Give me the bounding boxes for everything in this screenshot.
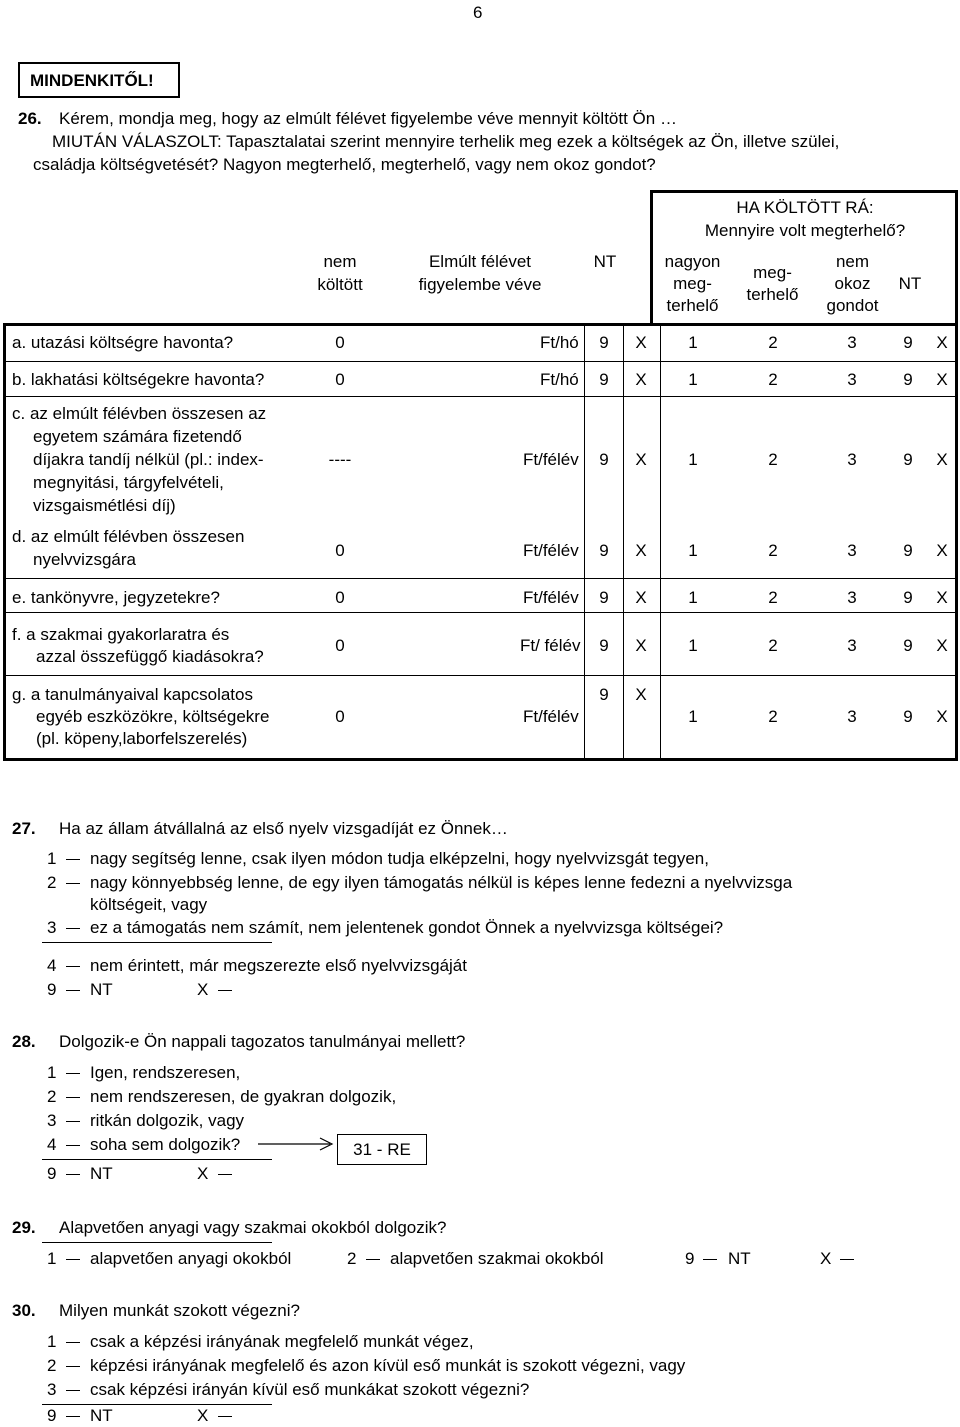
code-x[interactable]: X xyxy=(635,636,647,655)
code-9b[interactable]: 9 xyxy=(903,333,913,352)
code-1[interactable]: 1 xyxy=(688,333,698,352)
header-nem-koltott-1: nem xyxy=(323,252,357,271)
value-zero: 0 xyxy=(335,370,345,389)
q28-code-x[interactable]: X xyxy=(197,1164,209,1183)
row-label-line2: azzal összefüggő kiadásokra? xyxy=(36,647,264,666)
unit: Ft/félév xyxy=(523,588,579,607)
dash xyxy=(66,928,80,929)
q27-option-2: nagy könnyebbség lenne, de egy ilyen támogatás nélkül is képes lenne fedezni a nyelvvizsga xyxy=(90,873,793,892)
unit: Ft/hó xyxy=(540,370,579,389)
dash xyxy=(66,990,80,991)
code-2[interactable]: 2 xyxy=(768,370,778,389)
code-9[interactable]: 9 xyxy=(599,333,609,352)
q28-code-1[interactable]: 1 xyxy=(47,1063,57,1082)
header-nagyon-2: meg- xyxy=(673,274,712,293)
dash xyxy=(66,1366,80,1367)
header-nemokoz-1: nem xyxy=(835,252,870,271)
code-2[interactable]: 2 xyxy=(768,333,778,352)
q28-option-1: Igen, rendszeresen, xyxy=(90,1063,241,1082)
header-elmult-1: Elmúlt félévet xyxy=(428,252,532,271)
q28-code-2[interactable]: 2 xyxy=(47,1087,57,1106)
code-9b[interactable]: 9 xyxy=(903,541,913,560)
header-nem-koltott-2: költött xyxy=(317,275,363,294)
code-2[interactable]: 2 xyxy=(768,588,778,607)
row-label-line3: (pl. köpeny,laborfelszerelés) xyxy=(36,729,248,748)
q29-text: Alapvetően anyagi vagy szakmai okokból dolgozik? xyxy=(59,1218,447,1237)
code-3[interactable]: 3 xyxy=(847,636,857,655)
code-2[interactable]: 2 xyxy=(768,541,778,560)
code-x[interactable]: X xyxy=(635,685,647,704)
q29-code-x[interactable]: X xyxy=(820,1249,832,1268)
unit: Ft/félév xyxy=(523,541,579,560)
row-label-line2: nyelvvizsgára xyxy=(33,550,136,569)
code-xb[interactable]: X xyxy=(936,541,948,560)
q27-code-2[interactable]: 2 xyxy=(47,873,57,892)
q28-number: 28. xyxy=(12,1032,36,1051)
q30-option-3: csak képzési irányán kívül eső munkákat szokott végezni? xyxy=(90,1380,530,1399)
q30-code-1[interactable]: 1 xyxy=(47,1332,57,1351)
code-9[interactable]: 9 xyxy=(599,370,609,389)
code-9[interactable]: 9 xyxy=(599,685,609,704)
code-9[interactable]: 9 xyxy=(599,541,609,560)
q29-code-2[interactable]: 2 xyxy=(347,1249,357,1268)
q30-code-2[interactable]: 2 xyxy=(47,1356,57,1375)
dash xyxy=(66,1390,80,1391)
code-1[interactable]: 1 xyxy=(688,370,698,389)
dash xyxy=(66,1174,80,1175)
q28-text: Dolgozik-e Ön nappali tagozatos tanulmányai mellett? xyxy=(59,1032,466,1051)
q30-code-3[interactable]: 3 xyxy=(47,1380,57,1399)
value-zero: 0 xyxy=(335,588,345,607)
code-9[interactable]: 9 xyxy=(599,450,609,469)
unit: Ft/hó xyxy=(540,333,579,352)
code-3[interactable]: 3 xyxy=(847,333,857,352)
row-label: a. utazási költségre havonta? xyxy=(12,333,234,352)
dash xyxy=(66,1073,80,1074)
q28-option-nt: NT xyxy=(90,1164,113,1183)
value-zero: 0 xyxy=(335,333,345,352)
header-ha-koltott-2: Mennyire volt megterhelő? xyxy=(704,221,906,240)
code-xb[interactable]: X xyxy=(936,333,948,352)
dash xyxy=(66,1259,80,1260)
code-xb[interactable]: X xyxy=(936,636,948,655)
value-zero: 0 xyxy=(335,636,345,655)
code-3[interactable]: 3 xyxy=(847,370,857,389)
page-number: 6 xyxy=(473,3,483,22)
row-label-line3: díjakra tandíj nélkül (pl.: index- xyxy=(33,450,264,469)
q27-option-4: nem érintett, már megszerezte első nyelvvizsgáját xyxy=(90,956,467,975)
q28-option-3: ritkán dolgozik, vagy xyxy=(90,1111,245,1130)
q27-option-nt: NT xyxy=(90,980,113,999)
value-zero: 0 xyxy=(335,541,345,560)
unit: Ft/félév xyxy=(523,450,579,469)
q27-option-1: nagy segítség lenne, csak ilyen módon tudja elképzelni, hogy nyelvvizsgát tegyen, xyxy=(90,849,709,868)
q29-option-1: alapvetően anyagi okokból xyxy=(90,1249,292,1268)
dash xyxy=(66,1097,80,1098)
code-x[interactable]: X xyxy=(635,450,647,469)
q30-code-x[interactable]: X xyxy=(197,1406,209,1425)
separator-line xyxy=(42,1404,272,1405)
arrow-right-icon xyxy=(258,1135,338,1155)
code-x[interactable]: X xyxy=(635,541,647,560)
q26-line3: családja költségvetését? Nagyon megterhelő, megterhelő, vagy nem okoz gondot? xyxy=(33,155,656,174)
q30-option-1: csak a képzési irányának megfelelő munkát végez, xyxy=(90,1332,474,1351)
dash xyxy=(366,1259,380,1260)
dash xyxy=(66,859,80,860)
code-xb[interactable]: X xyxy=(936,450,948,469)
q29-number: 29. xyxy=(12,1218,36,1237)
q30-code-9[interactable]: 9 xyxy=(47,1406,57,1425)
q27-code-1[interactable]: 1 xyxy=(47,849,57,868)
row-label-line5: vizsgaismétlési díj) xyxy=(33,496,176,515)
code-9b[interactable]: 9 xyxy=(903,636,913,655)
row-label-line2: egyéb eszközökre, költségekre xyxy=(36,707,270,726)
code-x[interactable]: X xyxy=(635,370,647,389)
q27-code-9[interactable]: 9 xyxy=(47,980,57,999)
dash xyxy=(218,1174,232,1175)
value-dash: ---- xyxy=(328,450,352,469)
q29-option-nt: NT xyxy=(728,1249,751,1268)
q29-option-2: alapvetően szakmai okokból xyxy=(390,1249,604,1268)
q27-option-2-cont: költségeit, vagy xyxy=(90,895,208,914)
separator-line xyxy=(42,1242,272,1243)
q26-number: 26. xyxy=(18,109,42,128)
code-1[interactable]: 1 xyxy=(688,450,698,469)
separator-line xyxy=(42,942,272,943)
q27-number: 27. xyxy=(12,819,36,838)
header-nemokoz-3: gondot xyxy=(826,296,879,315)
header-meg-1: meg- xyxy=(753,263,792,282)
q28-code-4[interactable]: 4 xyxy=(47,1135,57,1154)
code-xb[interactable]: X xyxy=(936,370,948,389)
code-9[interactable]: 9 xyxy=(599,636,609,655)
row-label-line1: c. az elmúlt félévben összesen az xyxy=(12,404,267,423)
unit: Ft/félév xyxy=(523,707,579,726)
q29-code-1[interactable]: 1 xyxy=(47,1249,57,1268)
header-nemokoz-2: okoz xyxy=(834,274,871,293)
q28-option-2: nem rendszeresen, de gyakran dolgozik, xyxy=(90,1087,397,1106)
code-1[interactable]: 1 xyxy=(688,707,698,726)
q30-option-nt: NT xyxy=(90,1406,113,1425)
q30-option-2: képzési irányának megfelelő és azon kívül eső munkát is szokott végezni, vagy xyxy=(90,1356,686,1375)
q27-code-3[interactable]: 3 xyxy=(47,918,57,937)
code-9b[interactable]: 9 xyxy=(903,450,913,469)
row-label-line2: egyetem számára fizetendő xyxy=(33,427,242,446)
row-label-line1: g. a tanulmányaival kapcsolatos xyxy=(12,685,253,704)
q30-text: Milyen munkát szokott végezni? xyxy=(59,1301,300,1320)
code-xb[interactable]: X xyxy=(936,707,948,726)
code-1[interactable]: 1 xyxy=(688,588,698,607)
code-9b[interactable]: 9 xyxy=(903,588,913,607)
q26-line2: MIUTÁN VÁLASZOLT: Tapasztalatai szerint mennyire terhelik meg ezek a költségek az Ön, illetve szülei, xyxy=(52,132,840,151)
q28-code-9[interactable]: 9 xyxy=(47,1164,57,1183)
q26-line1: Kérem, mondja meg, hogy az elmúlt félévet figyelembe véve mennyit költött Ön … xyxy=(59,109,677,128)
q28-code-3[interactable]: 3 xyxy=(47,1111,57,1130)
code-x[interactable]: X xyxy=(635,333,647,352)
header-nagyon-3: terhelő xyxy=(666,296,719,315)
code-1[interactable]: 1 xyxy=(688,636,698,655)
value-zero: 0 xyxy=(335,707,345,726)
code-xb[interactable]: X xyxy=(936,588,948,607)
dash xyxy=(66,883,80,884)
header-nt: NT xyxy=(593,252,617,271)
dash xyxy=(840,1259,854,1260)
dash xyxy=(66,1416,80,1417)
separator-line xyxy=(42,1159,272,1160)
dash xyxy=(218,1416,232,1417)
code-2[interactable]: 2 xyxy=(768,707,778,726)
code-9b[interactable]: 9 xyxy=(903,370,913,389)
code-9b[interactable]: 9 xyxy=(903,707,913,726)
dash xyxy=(218,990,232,991)
dash xyxy=(703,1259,717,1260)
code-3[interactable]: 3 xyxy=(847,541,857,560)
code-3[interactable]: 3 xyxy=(847,450,857,469)
dash xyxy=(66,1342,80,1343)
dash xyxy=(66,1145,80,1146)
code-2[interactable]: 2 xyxy=(768,636,778,655)
row-label-line1: d. az elmúlt félévben összesen xyxy=(12,527,245,546)
dash xyxy=(66,966,80,967)
banner-text: MINDENKITŐL! xyxy=(30,71,154,90)
unit: Ft/ félév xyxy=(520,636,581,655)
code-3[interactable]: 3 xyxy=(847,588,857,607)
dash xyxy=(66,1121,80,1122)
header-nagyon-1: nagyon xyxy=(664,252,721,271)
code-9[interactable]: 9 xyxy=(599,588,609,607)
row-label-line4: megnyitási, tárgyfelvételi, xyxy=(33,473,224,492)
q27-option-3: ez a támogatás nem számít, nem jelentenek gondot Önnek a nyelvvizsga költségei? xyxy=(90,918,724,937)
q27-text: Ha az állam átvállalná az első nyelv vizsgadíját ez Önnek… xyxy=(59,819,508,838)
header-elmult-2: figyelembe véve xyxy=(418,275,542,294)
q27-code-4[interactable]: 4 xyxy=(47,956,57,975)
code-3[interactable]: 3 xyxy=(847,707,857,726)
code-1[interactable]: 1 xyxy=(688,541,698,560)
row-label: e. tankönyvre, jegyzetekre? xyxy=(12,588,220,607)
q27-code-x[interactable]: X xyxy=(197,980,209,999)
header-nt2: NT xyxy=(898,274,922,293)
code-2[interactable]: 2 xyxy=(768,450,778,469)
row-label-line1: f. a szakmai gyakorlaratra és xyxy=(12,625,230,644)
code-x[interactable]: X xyxy=(635,588,647,607)
q28-option-4: soha sem dolgozik? xyxy=(90,1135,241,1154)
q29-code-9[interactable]: 9 xyxy=(685,1249,695,1268)
header-ha-koltott-1: HA KÖLTÖTT RÁ: xyxy=(736,198,874,217)
skip-text: 31 - RE xyxy=(353,1140,411,1159)
header-meg-2: terhelő xyxy=(746,285,799,304)
q30-number: 30. xyxy=(12,1301,36,1320)
row-label: b. lakhatási költségekre havonta? xyxy=(12,370,265,389)
